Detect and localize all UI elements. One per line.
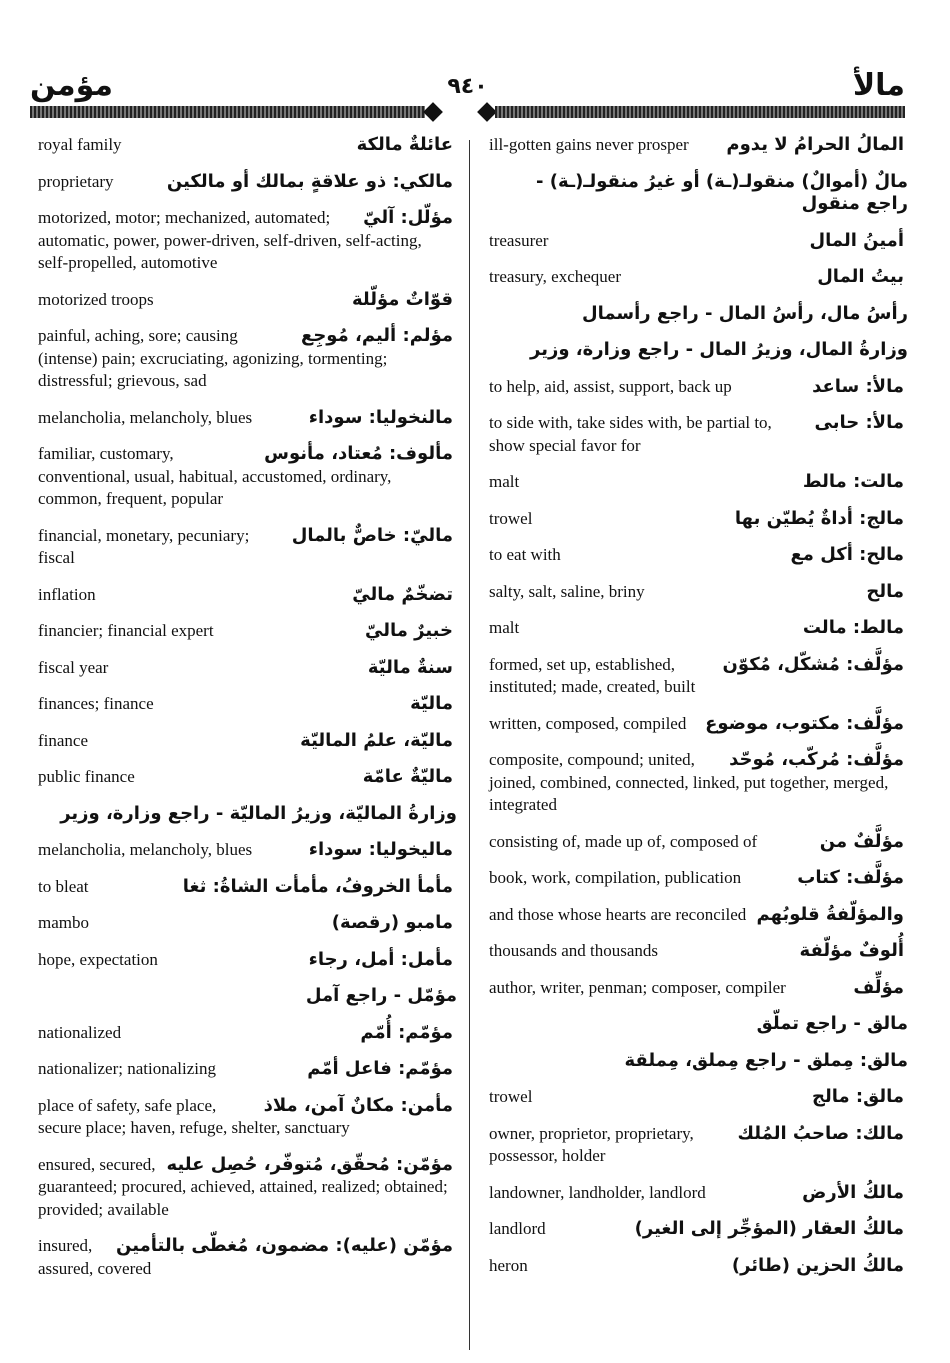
english-definition: written, composed, compiled [489, 713, 687, 733]
english-definition: to help, aid, assist, support, back up [489, 376, 732, 396]
arabic-headword: مالٌ (أموالٌ) منقولـ(ـة) أو غيرُ منقولـ(ـة) - راجع منقول [536, 170, 908, 214]
arabic-headword: مؤلَّف: مُشكّل، مُكوّن [722, 653, 904, 675]
dictionary-entry [489, 1013, 908, 1036]
arabic-headword: تضخّمٌ ماليّ [352, 583, 453, 605]
english-definition: place of safety, safe place, secure place; haven, refuge, shelter, sanctuary [38, 1095, 350, 1137]
english-definition: motorized troops [38, 289, 154, 309]
english-definition: fiscal year [38, 657, 109, 677]
left-guide-word: مؤمن [30, 68, 113, 103]
arabic-headword: مؤمّل - راجع آمل [305, 985, 457, 1006]
english-definition: to eat with [489, 545, 561, 564]
dictionary-entry [38, 1154, 453, 1222]
arabic-headword: مؤلَّف: مكتوب، موضوع [705, 712, 904, 734]
arabic-headword: مأمأ الخروفُ، مأمأت الشاةُ: ثغا [182, 875, 453, 897]
dictionary-entry [489, 654, 904, 699]
arabic-headword: مأمن: مكانٌ آمن، ملاذ [263, 1094, 453, 1116]
arabic-headword: مالح: أكل مع [790, 544, 904, 565]
english-definition: finance [38, 730, 89, 750]
arabic-headword: مألوف: مُعتاد، مأنوس [264, 443, 453, 464]
right-column [489, 134, 908, 1291]
arabic-headword: مالكُ العقار (المؤجِّر إلى الغير) [634, 1218, 904, 1239]
arabic-headword: مالح [866, 580, 904, 602]
arabic-headword: وزارةُ الماليّة، وزيرُ الماليّة - راجع وزارة، وزير [60, 802, 457, 824]
arabic-headword: مأمل: أمل، رجاء [308, 948, 453, 970]
arabic-headword: ماليّة، علمُ الماليّة [300, 729, 453, 751]
arabic-headword: مالأ: ساعد [812, 375, 904, 397]
arabic-headword: مؤلّل: آليّ [363, 207, 453, 228]
english-definition: ensured, secured, guaranteed; procured, achieved, attained, realized; obtained; provided; available [38, 1154, 448, 1219]
english-definition: trowel [489, 1087, 533, 1106]
english-definition: trowel [489, 508, 533, 528]
dictionary-entry [38, 620, 453, 643]
english-definition: melancholia, melancholy, blues [38, 840, 253, 859]
arabic-headword: مالط: مالت [802, 617, 904, 638]
dictionary-entry [489, 471, 904, 494]
arabic-headword: مالج: أداةٌ يُطيّن بها [734, 507, 904, 529]
arabic-headword: مالكُ الحزين (طائر) [731, 1254, 904, 1276]
english-definition: ill-gotten gains never prosper [489, 135, 689, 154]
dictionary-entry [489, 134, 904, 157]
arabic-headword: مالأ: حابى [814, 412, 904, 433]
dictionary-entry [38, 1095, 453, 1140]
english-definition: to side with, take sides with, be partial to, show special favor for [489, 413, 772, 455]
dictionary-entry [38, 657, 453, 680]
arabic-headword: مؤلَّف: كتاب [797, 867, 904, 888]
dictionary-entry [38, 985, 457, 1008]
english-definition: public finance [38, 767, 135, 786]
english-definition: nationalized [38, 1022, 122, 1042]
dictionary-entry [38, 912, 453, 935]
english-definition: proprietary [38, 171, 114, 191]
arabic-headword: مالكُ الأرض [802, 1181, 904, 1203]
dictionary-entry [489, 170, 908, 216]
header-rule-right [495, 106, 905, 118]
english-definition: malt [489, 472, 520, 491]
english-definition: author, writer, penman; composer, compiler [489, 977, 786, 997]
dictionary-entry [489, 940, 904, 963]
dictionary-entry [38, 1235, 453, 1280]
dictionary-entry [489, 1182, 904, 1205]
diamond-ornament-right [477, 102, 497, 122]
english-definition: malt [489, 618, 520, 637]
english-definition: financier; financial expert [38, 621, 214, 640]
dictionary-entry [38, 325, 453, 393]
english-definition: composite, compound; united, joined, combined, connected, linked, put together, merged, integrated [489, 750, 889, 814]
dictionary-entry [38, 1058, 453, 1081]
dictionary-entry [489, 544, 904, 567]
dictionary-entry [489, 412, 904, 457]
english-definition: melancholia, melancholy, blues [38, 407, 253, 427]
english-definition: insured, assured, covered [38, 1236, 152, 1278]
dictionary-entry [489, 302, 908, 326]
left-column [38, 134, 457, 1294]
english-definition: finances; finance [38, 694, 154, 713]
arabic-headword: مالك: صاحبُ المُلك [737, 1122, 904, 1144]
arabic-headword: مؤلم: أليم، مُوجِع [301, 325, 453, 346]
page-header [30, 68, 905, 128]
arabic-headword: قوّاتٌ مؤلّلة [351, 288, 453, 310]
english-definition: book, work, compilation, publication [489, 868, 742, 887]
english-definition: inflation [38, 584, 96, 604]
dictionary-entry [38, 766, 453, 789]
arabic-headword: مؤمّن: مُحقّق، مُتوفّر، حُصِل عليه [166, 1153, 453, 1175]
arabic-headword: مؤمّم: أُمّم [360, 1021, 453, 1043]
arabic-headword: مؤمّم: فاعل أمّم [307, 1058, 453, 1079]
dictionary-entry [38, 802, 457, 826]
arabic-headword: ماليّة [410, 693, 453, 714]
english-definition: treasurer [489, 230, 549, 250]
english-definition: nationalizer; nationalizing [38, 1059, 216, 1078]
dictionary-entry [38, 730, 453, 753]
arabic-headword: مالنخوليا: سوداء [308, 406, 453, 428]
english-definition: thousands and thousands [489, 941, 659, 960]
english-definition: familiar, customary, conventional, usual, habitual, accustomed, ordinary, common, frequent, popular [38, 444, 392, 508]
english-definition: consisting of, made up of, composed of [489, 831, 758, 851]
dictionary-entry [489, 904, 904, 927]
arabic-headword: مالق - راجع تملّق [756, 1013, 908, 1034]
dictionary-entry [489, 376, 904, 399]
dictionary-entry [489, 266, 904, 289]
dictionary-entry [38, 443, 453, 511]
english-definition: landowner, landholder, landlord [489, 1182, 706, 1202]
english-definition: to bleat [38, 876, 89, 896]
english-definition: financial, monetary, pecuniary; fiscal [38, 525, 250, 567]
dictionary-entry [38, 171, 453, 194]
arabic-headword: مؤلَّفٌ من [819, 830, 904, 852]
arabic-headword: مالت: مالط [802, 471, 904, 492]
arabic-headword: مالق: مالج [812, 1086, 904, 1107]
dictionary-entry [38, 693, 453, 716]
arabic-headword: خبيرٌ ماليّ [364, 620, 453, 641]
dictionary-entry [489, 1049, 908, 1073]
dictionary-entry [489, 230, 904, 253]
english-definition: treasury, exchequer [489, 267, 621, 286]
arabic-headword: ماليّ: خاصٌّ بالمال [291, 524, 453, 546]
arabic-headword: ماليّةٌ عامّة [362, 766, 453, 787]
dictionary-entry [38, 839, 453, 862]
dictionary-entry [489, 581, 904, 604]
english-definition: salty, salt, saline, briny [489, 581, 645, 601]
dictionary-entry [489, 339, 908, 362]
english-definition: royal family [38, 135, 122, 154]
dictionary-entry [38, 207, 453, 275]
english-definition: landlord [489, 1219, 546, 1238]
header-rule-left [30, 106, 425, 118]
diamond-ornament-left [423, 102, 443, 122]
english-definition: owner, proprietor, proprietary, possessor, holder [489, 1123, 694, 1165]
dictionary-entry [38, 134, 453, 157]
arabic-headword: والمؤلّفةُ قلوبُهم [756, 903, 904, 925]
right-guide-word: مالأ [852, 68, 905, 103]
arabic-headword: أمينُ المال [809, 229, 904, 251]
english-definition: and those whose hearts are reconciled [489, 904, 747, 924]
english-definition: hope, expectation [38, 949, 158, 969]
arabic-headword: مامبو (رقصة) [331, 912, 453, 933]
dictionary-entry [489, 1255, 904, 1278]
arabic-headword: وزارةُ المال، وزيرُ المال - راجع وزارة، وزير [530, 339, 908, 360]
dictionary-entry [489, 749, 904, 817]
dictionary-entry [38, 949, 453, 972]
arabic-headword: مالكي: ذو علاقةٍ بمالك أو مالكين [166, 170, 453, 192]
dictionary-entry [489, 713, 904, 736]
dictionary-entry [489, 831, 904, 854]
dictionary-entry [489, 1086, 904, 1109]
arabic-headword: بيتُ المال [817, 266, 904, 287]
dictionary-entry [38, 407, 453, 430]
english-definition: formed, set up, established, instituted; made, created, built [489, 654, 696, 696]
arabic-headword: عائلةٌ مالكة [356, 134, 453, 155]
arabic-headword: مؤلَّف: مُركّب، مُوحّد [729, 749, 904, 770]
dictionary-entry [38, 1022, 453, 1045]
arabic-headword: مؤمّن (عليه): مضمون، مُغطّى بالتأمين [116, 1235, 453, 1256]
arabic-headword: سنةٌ ماليّة [367, 656, 453, 678]
arabic-headword: المالُ الحرامُ لا يدوم [726, 134, 904, 155]
english-definition: painful, aching, sore; causing (intense) pain; excruciating, agonizing, tormenting; distressful; grievous, sad [38, 326, 388, 390]
dictionary-entry [38, 525, 453, 570]
page-number: ٩٤٠ [447, 74, 488, 99]
english-definition: mambo [38, 913, 89, 932]
dictionary-entry [489, 617, 904, 640]
dictionary-entry [489, 508, 904, 531]
arabic-headword: مؤلِّف [853, 976, 904, 998]
dictionary-entry [489, 1123, 904, 1168]
dictionary-entry [489, 867, 904, 890]
column-divider [469, 140, 470, 1350]
english-definition: motorized, motor; mechanized, automated; automatic, power, power-driven, self-driven, self-acting, self-propelled, automotive [38, 208, 422, 272]
arabic-headword: مالق: مِملق - راجع مِملق، مِملقة [624, 1049, 908, 1071]
dictionary-entry [489, 977, 904, 1000]
arabic-headword: رأسُ مال، رأسُ المال - راجع رأسمال [581, 302, 908, 324]
dictionary-entry [38, 289, 453, 312]
dictionary-entry [38, 876, 453, 899]
dictionary-entry [489, 1218, 904, 1241]
english-definition: heron [489, 1255, 528, 1275]
arabic-headword: ماليخوليا: سوداء [308, 839, 453, 860]
dictionary-entry [38, 584, 453, 607]
arabic-headword: أُلوفٌ مؤلّفة [799, 940, 904, 961]
